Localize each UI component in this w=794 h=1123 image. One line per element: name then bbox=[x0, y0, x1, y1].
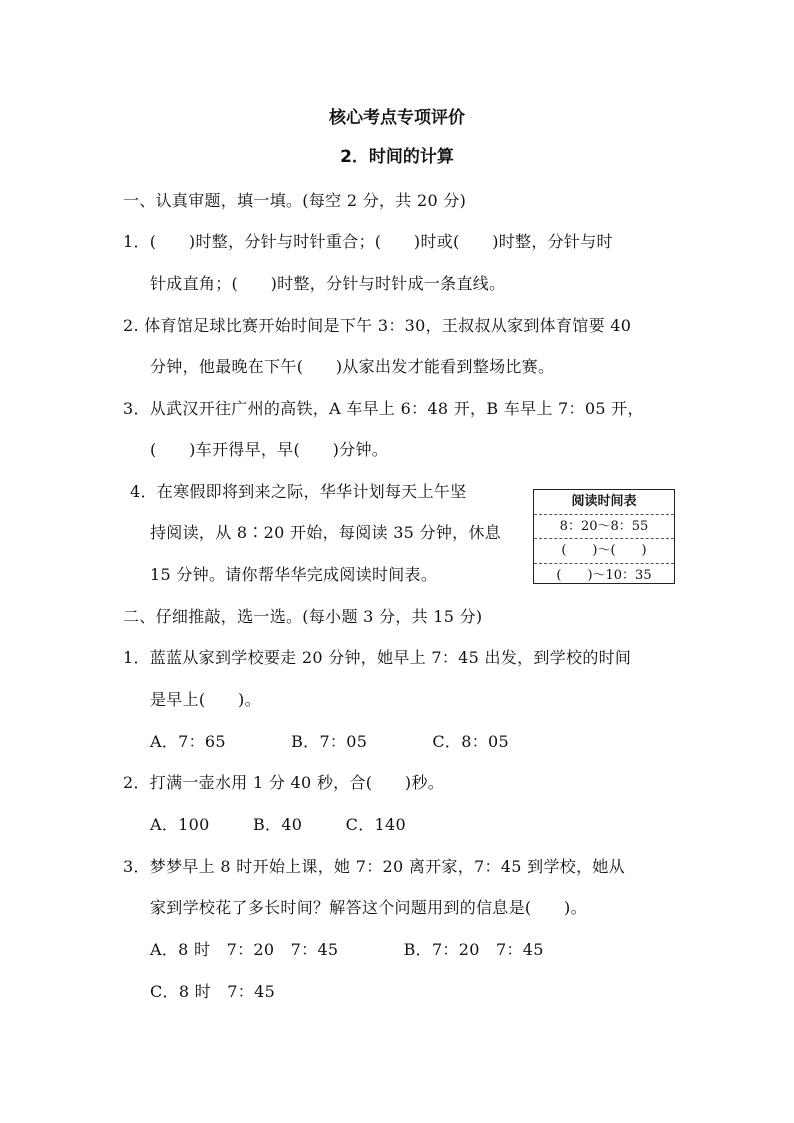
question-1-4-line2: 持阅读，从 8∶20 开始，每阅读 35 分钟，休息 bbox=[150, 523, 502, 542]
question-1-1-line2: 针成直角；( )时整，分针与时针成一条直线。 bbox=[150, 274, 506, 293]
question-2-3-options-c: C．8 时 7：45 bbox=[150, 982, 276, 1001]
table-row: ( )～( ) bbox=[534, 539, 674, 564]
page-title: 核心考点专项评价 bbox=[329, 108, 465, 128]
reading-schedule-table bbox=[533, 489, 675, 584]
section2-heading: 二、仔细推敲，选一选。(每小题 3 分，共 15 分) bbox=[123, 607, 483, 626]
question-1-1-line1: 1．( )时整，分针与时针重合；( )时或( )时整，分针与时 bbox=[123, 232, 613, 251]
question-2-1-line2: 是早上( )。 bbox=[150, 690, 261, 709]
question-1-3-line2: ( )车开得早，早( )分钟。 bbox=[150, 440, 389, 459]
question-2-3-options-ab: A．8 时 7：20 7：45 B．7：20 7：45 bbox=[150, 940, 544, 959]
question-2-3-line2: 家到学校花了多长时间？解答这个问题用到的信息是( )。 bbox=[150, 898, 587, 917]
question-1-2-line1: 2. 体育馆足球比赛开始时间是下午 3：30，王叔叔从家到体育馆要 40 bbox=[123, 316, 632, 335]
question-2-2-line1: 2．打满一壶水用 1 分 40 秒，合( )秒。 bbox=[123, 773, 445, 792]
question-1-4-line3: 15 分钟。请你帮华华完成阅读时间表。 bbox=[150, 565, 438, 584]
question-1-3-line1: 3．从武汉开往广州的高铁，A 车早上 6：48 开，B 车早上 7：05 开， bbox=[123, 399, 644, 418]
section1-heading: 一、认真审题，填一填。(每空 2 分，共 20 分) bbox=[123, 191, 467, 210]
page-subtitle: 2．时间的计算 bbox=[340, 147, 454, 167]
question-2-3-line1: 3．梦梦早上 8 时开始上课，她 7：20 离开家，7：45 到学校，她从 bbox=[123, 857, 625, 876]
question-1-2-line2: 分钟，他最晚在下午( )从家出发才能看到整场比赛。 bbox=[150, 357, 555, 376]
table-row: ( )～10：35 bbox=[556, 567, 652, 583]
question-2-2-options: A．100 B．40 C．140 bbox=[150, 815, 406, 834]
question-1-4-line1: 4．在寒假即将到来之际，华华计划每天上午坚 bbox=[130, 482, 467, 501]
table-row: 8：20～8：55 bbox=[534, 515, 674, 540]
question-2-1-line1: 1．蓝蓝从家到学校要走 20 分钟，她早上 7：45 出发，到学校的时间 bbox=[123, 648, 632, 667]
table-header: 阅读时间表 bbox=[534, 490, 674, 515]
question-2-1-options: A．7：65 B．7：05 C．8：05 bbox=[150, 732, 509, 751]
